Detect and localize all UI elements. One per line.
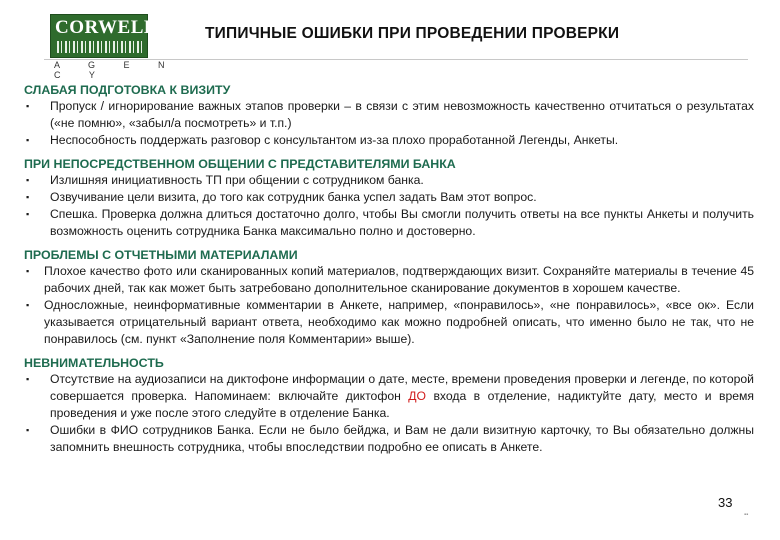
list-item-text: Спешка. Проверка должна длиться достаточно долго, чтобы Вы смогли получить ответы на все пункты Анкеты и получить возможность оценить сотрудника Банка максимально полно и достоверно. — [50, 207, 754, 238]
section-report-materials — [24, 247, 754, 348]
corner-mark: ▪▪ — [744, 512, 749, 518]
list-item — [24, 371, 754, 422]
list-item — [24, 297, 754, 348]
bullet-list — [24, 263, 754, 348]
list-item — [24, 172, 754, 189]
list-item — [24, 98, 754, 132]
bullet-icon: ▪ — [26, 266, 30, 276]
list-item-text: Ошибки в ФИО сотрудников Банка. Если не было бейджа, и Вам не дали визитную карточку, то Вы обязательно должны запомнить внешность сотрудника, чтобы впоследствии подробно ее описать в Анкете. — [50, 423, 754, 454]
bullet-icon: ▪ — [26, 101, 30, 111]
bullet-list — [24, 371, 754, 456]
section-heading: ПРОБЛЕМЫ С ОТЧЕТНЫМИ МАТЕРИАЛАМИ — [24, 248, 298, 262]
list-item — [24, 422, 754, 456]
title-divider — [44, 59, 748, 60]
logo-emblem — [50, 14, 158, 58]
bullet-icon: ▪ — [26, 175, 30, 185]
bullet-icon: ▪ — [26, 300, 30, 310]
bullet-icon: ▪ — [26, 192, 30, 202]
bullet-icon: ▪ — [26, 374, 30, 384]
list-item-text: Пропуск / игнорирование важных этапов проверки – в связи с этим невозможность качественно отчитаться о результатах («не помню», «забыл/а посмотреть» и т.п.) — [50, 99, 754, 130]
logo-agency: A G E N C Y — [54, 60, 178, 80]
logo-word: CORWELL — [55, 17, 158, 38]
content — [24, 82, 754, 463]
bullet-list — [24, 98, 754, 149]
list-item-text: Плохое качество фото или сканированных копий материалов, подтверждающих визит. Сохраняйте материалы в течение 45 рабочих дней, так как может быть затребовано дополнительное сканирование документов в хорошем качестве. — [44, 264, 754, 295]
corwell-logo — [48, 14, 198, 80]
bullet-icon: ▪ — [26, 135, 30, 145]
section-heading: СЛАБАЯ ПОДГОТОВКА К ВИЗИТУ — [24, 83, 231, 97]
list-item — [24, 132, 754, 149]
section-weak-preparation — [24, 82, 754, 149]
list-item-text-continuation: входа в отделение, надиктуйте дату, место и время проведения и уже после этого следуйте в отделение Банка. — [50, 389, 755, 420]
section-heading: НЕВНИМАТЕЛЬНОСТЬ — [24, 356, 164, 370]
bullet-icon: ▪ — [26, 425, 30, 435]
list-item — [24, 206, 754, 240]
section-direct-communication — [24, 156, 754, 240]
section-heading: ПРИ НЕПОСРЕДСТВЕННОМ ОБЩЕНИИ С ПРЕДСТАВИТЕЛЯМИ БАНКА — [24, 157, 456, 171]
section-inattention — [24, 355, 754, 456]
bullet-icon: ▪ — [26, 209, 30, 219]
list-item-text: Озвучивание цели визита, до того как сотрудник банка успел задать Вам этот вопрос. — [50, 190, 537, 204]
list-item — [24, 189, 754, 206]
list-item-text: Отсутствие на аудиозаписи на диктофоне информации о дате, месте, времени проведения проверки и легенде, по которой совершается проверка. Напоминаем: включайте диктофон — [50, 372, 754, 403]
list-item-text: Неспособность поддержать разговор с консультантом из-за плохо проработанной Легенды, Анкеты. — [50, 133, 619, 147]
page-number: 33 — [718, 495, 733, 510]
bullet-list — [24, 172, 754, 240]
logo-barcode-graphic — [57, 41, 143, 53]
page-title: ТИПИЧНЫЕ ОШИБКИ ПРИ ПРОВЕДЕНИИ ПРОВЕРКИ — [205, 25, 620, 42]
list-item — [24, 263, 754, 297]
list-item-text: Односложные, неинформативные комментарии в Анкете, например, «понравилось», «не понравилось», «все ок». Если указывается отрицательный вариант ответа, необходимо как можно подробней описать, что именно было не так, что не понравилось (см. пункт «Заполнение поля Комментарии» выше). — [44, 298, 754, 346]
highlight-text: ДО — [408, 389, 427, 403]
list-item-text: Излишняя инициативность ТП при общении с сотрудником банка. — [50, 173, 424, 187]
